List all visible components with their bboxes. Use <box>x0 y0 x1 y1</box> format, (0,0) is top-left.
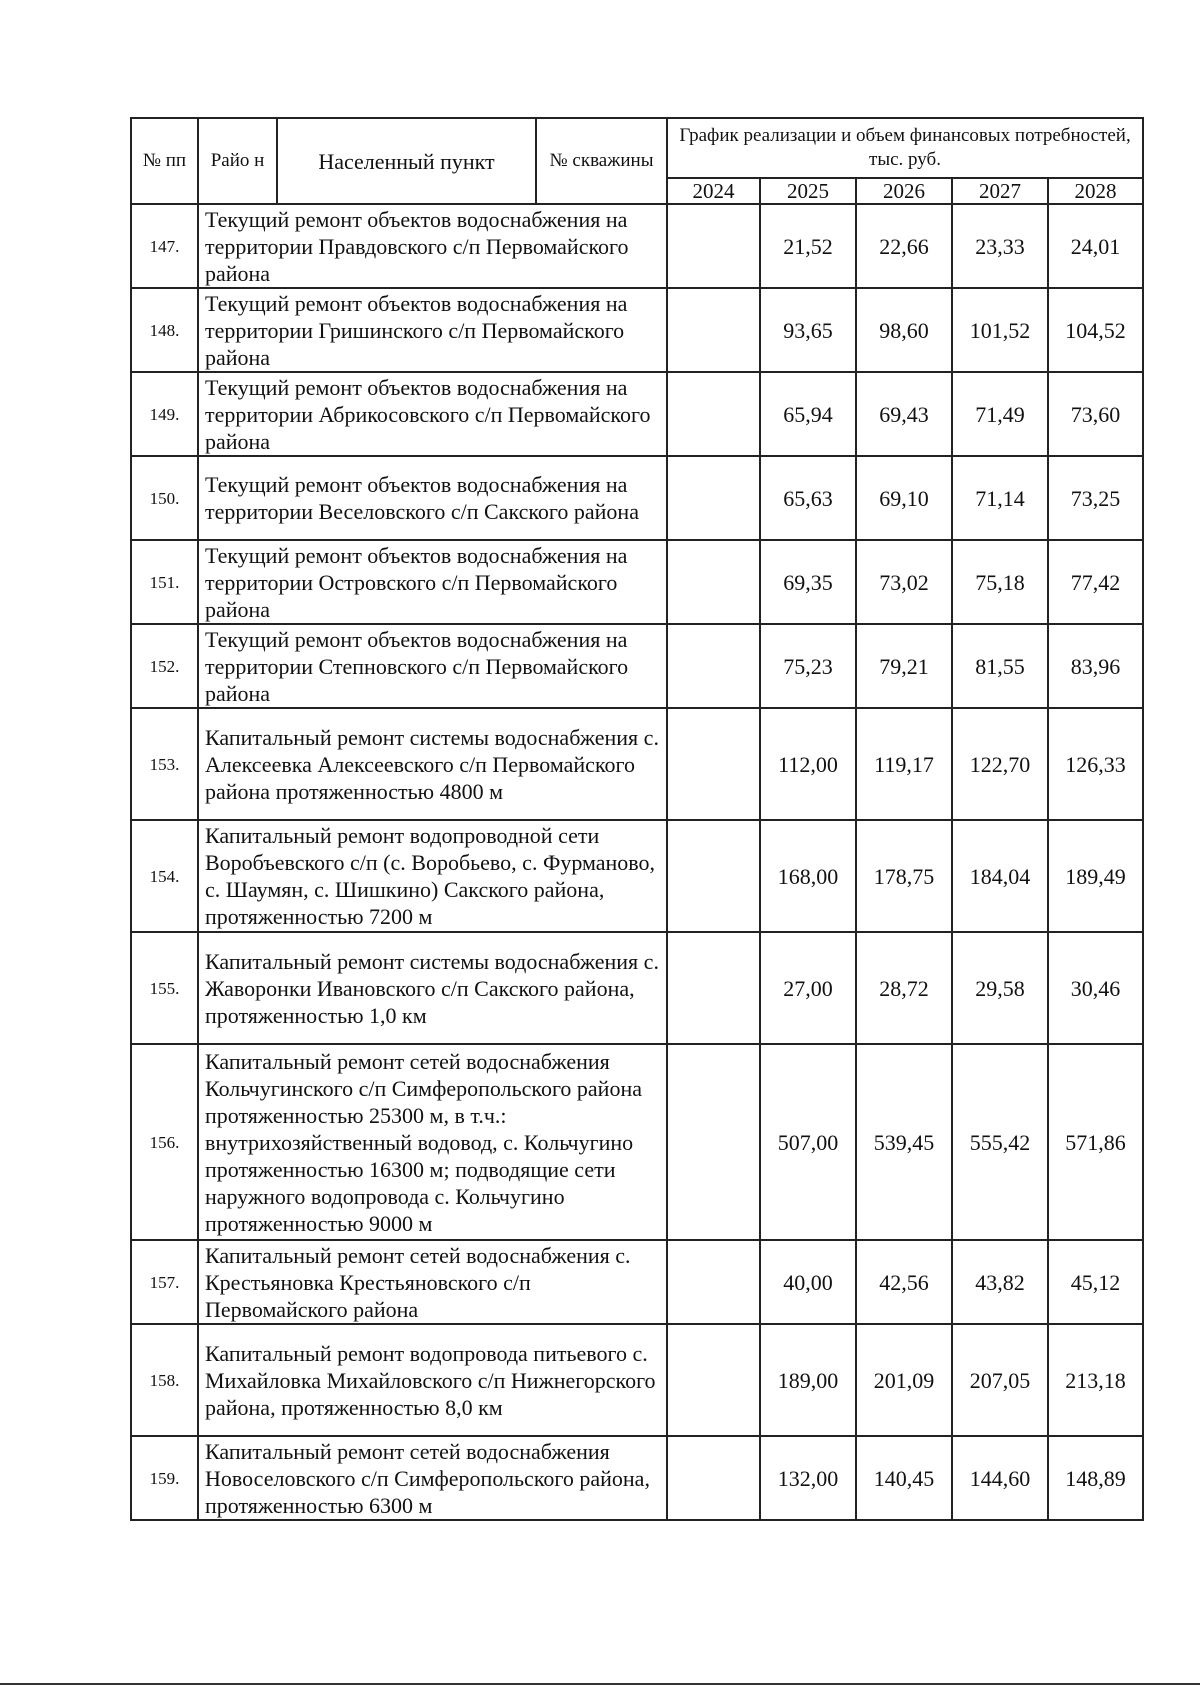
page-bottom-rule <box>0 1683 1200 1685</box>
cell-2024 <box>667 1436 760 1520</box>
table-row <box>131 1240 1143 1324</box>
row-number: 148. <box>131 288 198 372</box>
cell-2027: 101,52 <box>952 288 1048 372</box>
cell-2024 <box>667 1240 760 1324</box>
cell-2028: 30,46 <box>1048 932 1143 1044</box>
cell-2026: 42,56 <box>856 1240 952 1324</box>
cell-2025: 40,00 <box>760 1240 856 1324</box>
table-row <box>131 1044 1143 1240</box>
row-description: Текущий ремонт объектов водоснабжения на территории Степновского с/п Первомайского района <box>198 624 667 708</box>
cell-2024 <box>667 540 760 624</box>
table-row <box>131 372 1143 456</box>
header-schedule: График реализации и объем финансовых потребностей, тыс. руб. <box>667 118 1143 178</box>
cell-2026: 178,75 <box>856 820 952 932</box>
cell-2026: 201,09 <box>856 1324 952 1436</box>
cell-2024 <box>667 932 760 1044</box>
cell-2025: 507,00 <box>760 1044 856 1240</box>
cell-2026: 22,66 <box>856 204 952 288</box>
cell-2026: 119,17 <box>856 708 952 820</box>
row-number: 154. <box>131 820 198 932</box>
table-row <box>131 456 1143 540</box>
cell-2024 <box>667 820 760 932</box>
table-row <box>131 204 1143 288</box>
table-row <box>131 820 1143 932</box>
table-row <box>131 1436 1143 1520</box>
cell-2027: 207,05 <box>952 1324 1048 1436</box>
header-num: № пп <box>131 118 198 204</box>
cell-2026: 98,60 <box>856 288 952 372</box>
cell-2026: 79,21 <box>856 624 952 708</box>
cell-2025: 65,94 <box>760 372 856 456</box>
cell-2024 <box>667 1324 760 1436</box>
cell-2027: 81,55 <box>952 624 1048 708</box>
row-number: 147. <box>131 204 198 288</box>
cell-2027: 23,33 <box>952 204 1048 288</box>
header-year-2027: 2027 <box>952 178 1048 204</box>
cell-2027: 75,18 <box>952 540 1048 624</box>
row-number: 149. <box>131 372 198 456</box>
cell-2027: 71,14 <box>952 456 1048 540</box>
cell-2028: 213,18 <box>1048 1324 1143 1436</box>
cell-2028: 77,42 <box>1048 540 1143 624</box>
row-number: 159. <box>131 1436 198 1520</box>
document-page <box>130 117 1142 1521</box>
row-description: Капитальный ремонт водопроводной сети Воробъевского с/п (с. Воробьево, с. Фурманово, с. Шаумян, с. Шишкино) Сакского района, протяженностью 7200 м <box>198 820 667 932</box>
row-description: Капитальный ремонт сетей водоснабжения с. Крестьяновка Крестьяновского с/п Первомайского района <box>198 1240 667 1324</box>
header-year-2026: 2026 <box>856 178 952 204</box>
cell-2024 <box>667 624 760 708</box>
header-year-2024: 2024 <box>667 178 760 204</box>
table-body <box>131 204 1143 1520</box>
cell-2025: 75,23 <box>760 624 856 708</box>
cell-2028: 189,49 <box>1048 820 1143 932</box>
cell-2028: 83,96 <box>1048 624 1143 708</box>
header-district: Райо н <box>198 118 277 204</box>
cell-2025: 21,52 <box>760 204 856 288</box>
cell-2025: 189,00 <box>760 1324 856 1436</box>
header-year-2028: 2028 <box>1048 178 1143 204</box>
row-number: 156. <box>131 1044 198 1240</box>
row-description: Капитальный ремонт системы водоснабжения с. Жаворонки Ивановского с/п Сакского района, протяженностью 1,0 км <box>198 932 667 1044</box>
cell-2027: 122,70 <box>952 708 1048 820</box>
cell-2025: 112,00 <box>760 708 856 820</box>
row-number: 153. <box>131 708 198 820</box>
cell-2026: 539,45 <box>856 1044 952 1240</box>
cell-2024 <box>667 708 760 820</box>
row-number: 150. <box>131 456 198 540</box>
table-row <box>131 288 1143 372</box>
row-description: Текущий ремонт объектов водоснабжения на территории Гришинского с/п Первомайского района <box>198 288 667 372</box>
header-well: № скважины <box>536 118 667 204</box>
cell-2024 <box>667 204 760 288</box>
table-row <box>131 932 1143 1044</box>
row-description: Текущий ремонт объектов водоснабжения на территории Веселовского с/п Сакского района <box>198 456 667 540</box>
row-number: 151. <box>131 540 198 624</box>
table-row <box>131 1324 1143 1436</box>
cell-2027: 144,60 <box>952 1436 1048 1520</box>
cell-2028: 148,89 <box>1048 1436 1143 1520</box>
row-number: 157. <box>131 1240 198 1324</box>
cell-2025: 168,00 <box>760 820 856 932</box>
cell-2025: 65,63 <box>760 456 856 540</box>
row-description: Текущий ремонт объектов водоснабжения на территории Островского с/п Первомайского района <box>198 540 667 624</box>
cell-2025: 93,65 <box>760 288 856 372</box>
cell-2028: 126,33 <box>1048 708 1143 820</box>
cell-2028: 571,86 <box>1048 1044 1143 1240</box>
cell-2024 <box>667 372 760 456</box>
row-description: Капитальный ремонт сетей водоснабжения Кольчугинского с/п Симферопольского района протяженностью 25300 м, в т.ч.: внутрихозяйственный водовод, с. Кольчугино протяженностью 16300 м; подводящие сети наружного водопровода с. Кольчугино протяженностью 9000 м <box>198 1044 667 1240</box>
table-row <box>131 540 1143 624</box>
row-description: Капитальный ремонт системы водоснабжения с. Алексеевка Алексеевского с/п Первомайского района протяженностью 4800 м <box>198 708 667 820</box>
cell-2028: 45,12 <box>1048 1240 1143 1324</box>
cell-2026: 69,43 <box>856 372 952 456</box>
cell-2025: 27,00 <box>760 932 856 1044</box>
cell-2027: 71,49 <box>952 372 1048 456</box>
header-year-2025: 2025 <box>760 178 856 204</box>
cell-2027: 43,82 <box>952 1240 1048 1324</box>
cell-2028: 24,01 <box>1048 204 1143 288</box>
row-description: Капитальный ремонт сетей водоснабжения Новоселовского с/п Симферопольского района, протяженностью 6300 м <box>198 1436 667 1520</box>
cell-2027: 184,04 <box>952 820 1048 932</box>
cell-2025: 69,35 <box>760 540 856 624</box>
table-row <box>131 708 1143 820</box>
table-header <box>131 118 1143 204</box>
cell-2026: 28,72 <box>856 932 952 1044</box>
row-number: 155. <box>131 932 198 1044</box>
row-number: 152. <box>131 624 198 708</box>
table-row <box>131 624 1143 708</box>
cell-2025: 132,00 <box>760 1436 856 1520</box>
cell-2028: 73,60 <box>1048 372 1143 456</box>
cell-2027: 555,42 <box>952 1044 1048 1240</box>
cell-2026: 69,10 <box>856 456 952 540</box>
row-description: Капитальный ремонт водопровода питьевого с. Михайловка Михайловского с/п Нижнегорского района, протяженностью 8,0 км <box>198 1324 667 1436</box>
cell-2028: 104,52 <box>1048 288 1143 372</box>
row-number: 158. <box>131 1324 198 1436</box>
cell-2026: 140,45 <box>856 1436 952 1520</box>
cell-2028: 73,25 <box>1048 456 1143 540</box>
header-settlement: Населенный пункт <box>277 118 536 204</box>
cell-2024 <box>667 1044 760 1240</box>
financing-table <box>130 117 1144 1521</box>
cell-2027: 29,58 <box>952 932 1048 1044</box>
cell-2024 <box>667 456 760 540</box>
row-description: Текущий ремонт объектов водоснабжения на территории Правдовского с/п Первомайского района <box>198 204 667 288</box>
row-description: Текущий ремонт объектов водоснабжения на территории Абрикосовского с/п Первомайского района <box>198 372 667 456</box>
cell-2024 <box>667 288 760 372</box>
cell-2026: 73,02 <box>856 540 952 624</box>
